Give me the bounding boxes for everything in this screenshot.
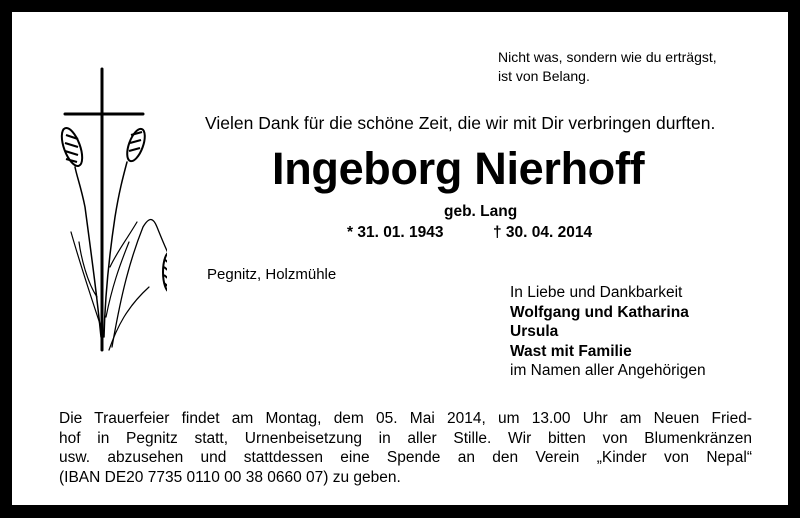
motto-line-2: ist von Belang. [498, 68, 590, 84]
death-date: † 30. 04. 2014 [493, 224, 593, 241]
mourner-name: Ursula [510, 323, 559, 340]
deceased-name: Ingeborg Nierhoff [272, 143, 645, 194]
obituary-card [12, 12, 788, 505]
thanks-line: Vielen Dank für die schöne Zeit, die wir mit Dir verbringen durften. [205, 113, 716, 133]
funeral-notice [59, 409, 752, 487]
notice-line: (IBAN DE20 7735 0110 00 38 0660 07) zu geben. [59, 468, 401, 486]
mourners-intro: In Liebe und Dankbarkeit [510, 284, 683, 301]
place-of-residence: Pegnitz, Holzmühle [207, 266, 337, 283]
mourner-name: Wolfgang und Katharina [510, 303, 689, 321]
maiden-name: geb. Lang [444, 203, 518, 220]
notice-line: Die Trauerfeier findet am Montag, dem 05. Mai 2014, um 13.00 Uhr am Neuen Fried- [59, 410, 752, 427]
mourner-name: Wast mit Familie [510, 342, 632, 360]
mourners-block [510, 283, 706, 381]
notice-line: usw. abzusehen und stattdessen eine Spende an den Verein „Kinder von Nepal“ [59, 449, 752, 466]
cross-with-wheat-icon [57, 67, 167, 357]
motto-line-1: Nicht was, sondern wie du erträgst, [498, 49, 717, 65]
life-dates [347, 223, 593, 243]
birth-date: * 31. 01. 1943 [347, 224, 444, 241]
mourners-outro: im Namen aller Angehörigen [510, 362, 706, 379]
notice-line: hof in Pegnitz statt, Urnenbeisetzung in aller Stille. Wir bitten von Blumenkränzen [59, 429, 752, 447]
motto-quote [498, 48, 717, 86]
